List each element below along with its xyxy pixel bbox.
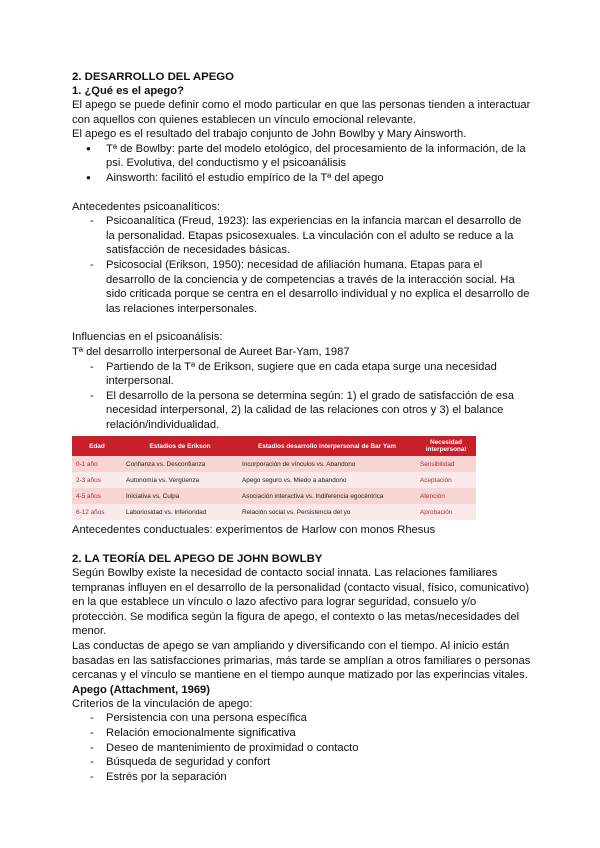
erikson-table (72, 436, 476, 520)
list-item: - El desarrollo de la persona se determina según: 1) el grado de satisfacción de esa necesidad interpersonal, 2) la calidad de las relaciones con otros y 3) el balance relación/individualidad. (72, 389, 532, 433)
table-cell: Asociación interactiva vs. Indiferencia egocéntrica (238, 488, 416, 504)
table-cell: 4-5 años (72, 488, 122, 504)
table-cell: 0-1 año (72, 456, 122, 472)
table-cell: Atención (416, 488, 476, 504)
table-row (72, 472, 476, 488)
table-cell: 2-3 años (72, 472, 122, 488)
subsection-heading: 1. ¿Qué es el apego? (72, 85, 184, 97)
list-item: - Deseo de mantenimiento de proximidad o contacto (72, 741, 532, 756)
list-item: - Estrés por la separación (72, 770, 532, 785)
paragraph: Tª del desarrollo interpersonal de Aureet Bar-Yam, 1987 (72, 345, 350, 358)
section-heading: 2. LA TEORÍA DEL APEGO DE JOHN BOWLBY (72, 553, 323, 566)
table-row (72, 488, 476, 504)
table-header: Estadios de Erikson (122, 436, 238, 456)
table-cell: Sensibilidad (416, 456, 476, 472)
list-item: ● Tª de Bowlby: parte del modelo etológico, del procesamiento de la información, de la psi. Evolutiva, del conductismo y el psicoanálisis (72, 142, 532, 171)
dash-list (72, 711, 532, 784)
table-row (72, 504, 476, 520)
dash-list (72, 214, 532, 316)
paragraph: El apego se puede definir como el modo particular en que las personas tienden a interactuar con aquellos con quienes establecen un vínculo emocional relevante. (72, 99, 531, 126)
paragraph: Antecedentes psicoanalíticos: (72, 200, 221, 213)
dash-list (72, 360, 532, 433)
document-page (72, 70, 532, 784)
table-cell: Confianza vs. Desconfianza (122, 456, 238, 472)
table-cell: Iniciativa vs. Culpa (122, 488, 238, 504)
table-header-row (72, 436, 476, 456)
table-header: Edad (72, 436, 122, 456)
table-cell: Aceptación (416, 472, 476, 488)
paragraph: El apego es el resultado del trabajo conjunto de John Bowlby y Mary Ainsworth. (72, 128, 467, 141)
table-cell: 6-12 años (72, 504, 122, 520)
table-row (72, 456, 476, 472)
paragraph: Influencias en el psicoanálisis: (72, 331, 223, 344)
list-item: - Persistencia con una persona específica (72, 711, 532, 726)
paragraph: Según Bowlby existe la necesidad de contacto social innata. Las relaciones familiares tempranas influyen en el desarrollo de la personalidad (contacto visual, físico, comunicativo) en la que establece un vínculo o lazo afectivo para lograr seguridad, consuelo y/o protección. Se modifica según la figura de apego, el contexto o las metas/necesidades del menor. (72, 567, 530, 638)
table-header: Estadios desarrollo interpersonal de Bar Yam (238, 436, 416, 456)
list-item: - Psicosocial (Erikson, 1950): necesidad de afiliación humana. Etapas para el desarrollo de la conciencia y de competencias a través de la interacción social. Ha sido criticada porque se centra en el desarrollo individual y no explica el desarrollo de las relaciones interpersonales. (72, 258, 532, 316)
table-cell: Relación social vs. Persistencia del yo (238, 504, 416, 520)
list-item: - Búsqueda de seguridad y confort (72, 755, 532, 770)
list-item: ● Ainsworth: facilitó el estudio empírico de la Tª del apego (72, 171, 532, 186)
section-heading: 2. DESARROLLO DEL APEGO (72, 71, 235, 83)
table-header: Necesidad interpersonal (416, 436, 476, 456)
bullet-list (72, 142, 532, 186)
table-cell: Apego seguro vs. Miedo a abandono (238, 472, 416, 488)
list-item: - Psicoanalítica (Freud, 1923): las experiencias en la infancia marcan el desarrollo de la personalidad. Etapas psicosexuales. La vinculación con el adulto se reduce a la satisfacción de necesidades básicas. (72, 214, 532, 258)
list-item: - Relación emocionalmente significativa (72, 726, 532, 741)
paragraph: Las conductas de apego se van ampliando y diversificando con el tiempo. Al inicio están basadas en las satisfacciones primarias, más tarde se amplían a otros familiares o personas cercanas y el vínculo se mantiene en el tiempo aunque matizado por las experincias vitales. (72, 640, 531, 682)
paragraph: Antecedentes conductuales: experimentos de Harlow con monos Rhesus (72, 524, 436, 537)
list-item: - Partiendo de la Tª de Erikson, sugiere que en cada etapa surge una necesidad interpersonal. (72, 360, 532, 389)
table-cell: Autonomía vs. Vergüenza (122, 472, 238, 488)
table-cell: Laboriosidad vs. Inferioridad (122, 504, 238, 520)
table-cell: Aprobación (416, 504, 476, 520)
paragraph: Criterios de la vinculación de apego: (72, 697, 253, 710)
table-cell: Incorporación de vínculos vs. Abandono (238, 456, 416, 472)
subsection-heading: Apego (Attachment, 1969) (72, 683, 211, 696)
